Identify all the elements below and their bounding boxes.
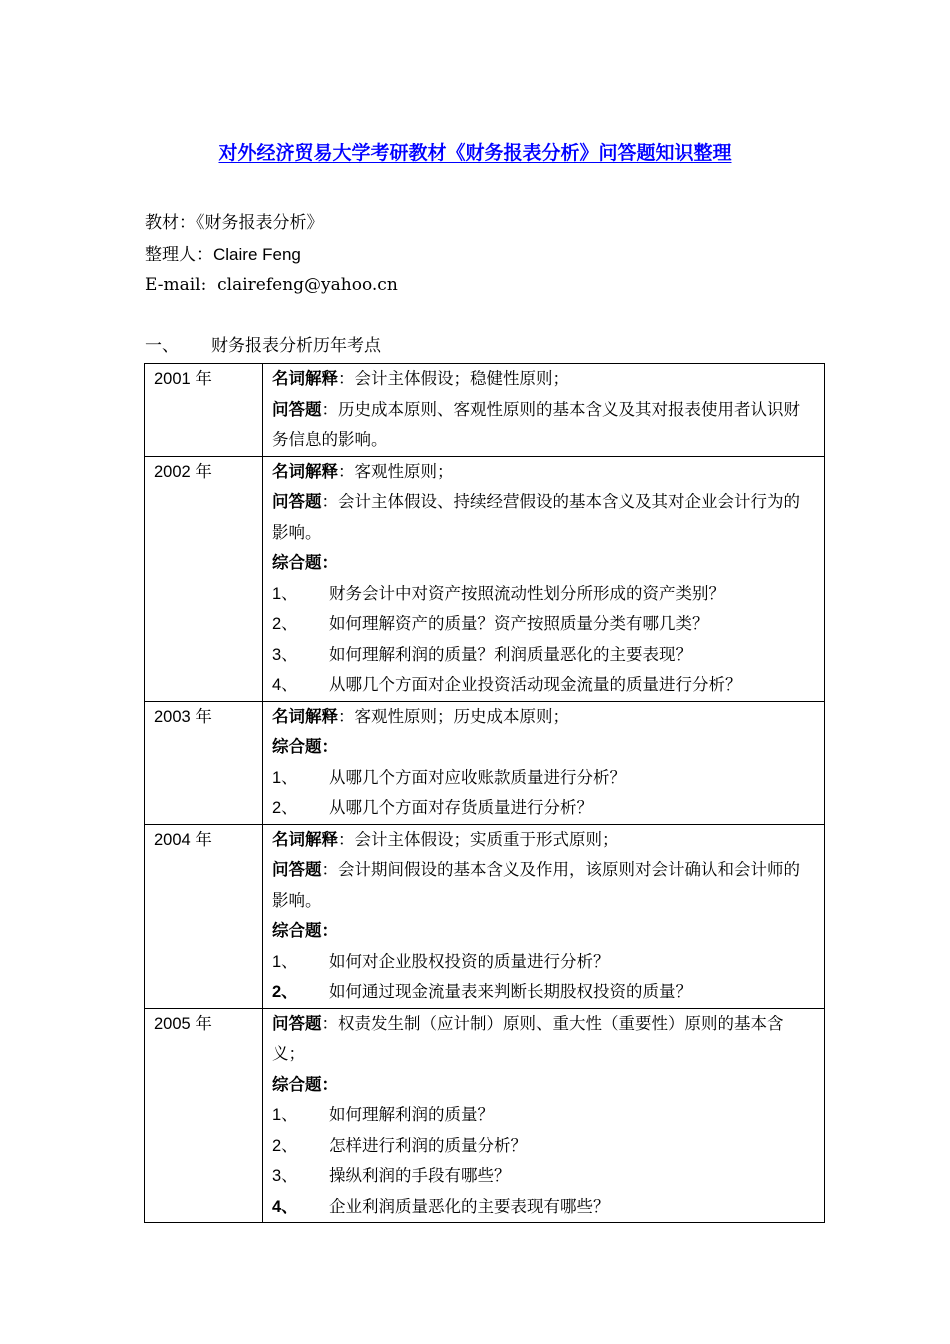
qa-line: 问答题：历史成本原则、客观性原则的基本含义及其对报表使用者认识财务信息的影响。 xyxy=(272,399,800,449)
list-item: 1、 财务会计中对资产按照流动性划分所形成的资产类别？ xyxy=(272,583,725,603)
terms-line: 名词解释：会计主体假设；实质重于形式原则； xyxy=(272,829,619,849)
comprehensive-label: 综合题： xyxy=(272,921,338,940)
document-title: 对外经济贸易大学考研教材《财务报表分析》问答题知识整理 xyxy=(218,142,732,164)
list-item: 1、 如何理解利润的质量？ xyxy=(272,1105,494,1124)
terms-line: 名词解释：会计主体假设；稳健性原则； xyxy=(272,369,569,388)
qa-line: 问答题：权责发生制（应计制）原则、重大性（重要性）原则的基本含义； xyxy=(272,1013,784,1063)
table-row xyxy=(145,701,825,824)
section-heading xyxy=(145,331,381,356)
qa-line: 问答题：会计期间假设的基本含义及作用，该原则对会计确认和会计师的影响。 xyxy=(272,860,800,910)
table-row xyxy=(145,824,825,1008)
list-item: 3、 如何理解利润的质量？利润质量恶化的主要表现？ xyxy=(272,644,692,664)
table-row xyxy=(145,456,825,701)
content-cell xyxy=(263,364,825,457)
content-cell xyxy=(263,701,825,824)
email-line xyxy=(145,270,398,301)
list-item: 1、 从哪几个方面对应收账款质量进行分析？ xyxy=(272,767,626,787)
list-item: 3、 操纵利润的手段有哪些？ xyxy=(272,1166,511,1185)
comprehensive-label: 综合题： xyxy=(272,553,338,572)
year-cell: 2004 年 xyxy=(145,824,263,1008)
list-item: 2、 怎样进行利润的质量分析？ xyxy=(272,1135,527,1155)
content-cell xyxy=(263,1008,825,1223)
table-row xyxy=(145,364,825,457)
qa-line: 问答题：会计主体假设、持续经营假设的基本含义及其对企业会计行为的影响。 xyxy=(272,492,800,542)
year-cell: 2003 年 xyxy=(145,701,263,824)
content-cell xyxy=(263,824,825,1008)
comprehensive-label: 综合题： xyxy=(272,1074,338,1094)
comprehensive-label: 综合题： xyxy=(272,737,338,756)
list-item: 2、 如何理解资产的质量？资产按照质量分类有哪几类？ xyxy=(272,614,709,633)
textbook-label: 教材： xyxy=(145,213,196,233)
exam-points-table xyxy=(144,363,825,1223)
terms-line: 名词解释：客观性原则； xyxy=(272,461,454,481)
year-cell: 2001 年 xyxy=(145,364,263,457)
year-cell: 2002 年 xyxy=(145,456,263,701)
list-item: 4、 从哪几个方面对企业投资活动现金流量的质量进行分析？ xyxy=(272,675,742,694)
list-item: 4、 企业利润质量恶化的主要表现有哪些？ xyxy=(272,1196,610,1216)
textbook-value: 《财务报表分析》 xyxy=(196,213,324,233)
email-value[interactable]: clairefeng@yahoo.cn xyxy=(217,275,398,295)
organizer-value: Claire Feng xyxy=(213,245,301,264)
list-item: 2、 如何通过现金流量表来判断长期股权投资的质量？ xyxy=(272,982,692,1001)
section-title: 财务报表分析历年考点 xyxy=(211,336,381,356)
table-row xyxy=(145,1008,825,1223)
section-number: 一、 xyxy=(145,336,179,356)
year-cell: 2005 年 xyxy=(145,1008,263,1223)
content-cell xyxy=(263,456,825,701)
terms-line: 名词解释：客观性原则；历史成本原则； xyxy=(272,706,569,726)
list-item: 2、 从哪几个方面对存货质量进行分析？ xyxy=(272,798,593,817)
organizer-label: 整理人： xyxy=(145,245,213,265)
email-label: E-mail: xyxy=(145,275,207,295)
list-item: 1、 如何对企业股权投资的质量进行分析？ xyxy=(272,951,610,971)
organizer-line xyxy=(145,239,301,271)
textbook-line xyxy=(145,208,324,239)
